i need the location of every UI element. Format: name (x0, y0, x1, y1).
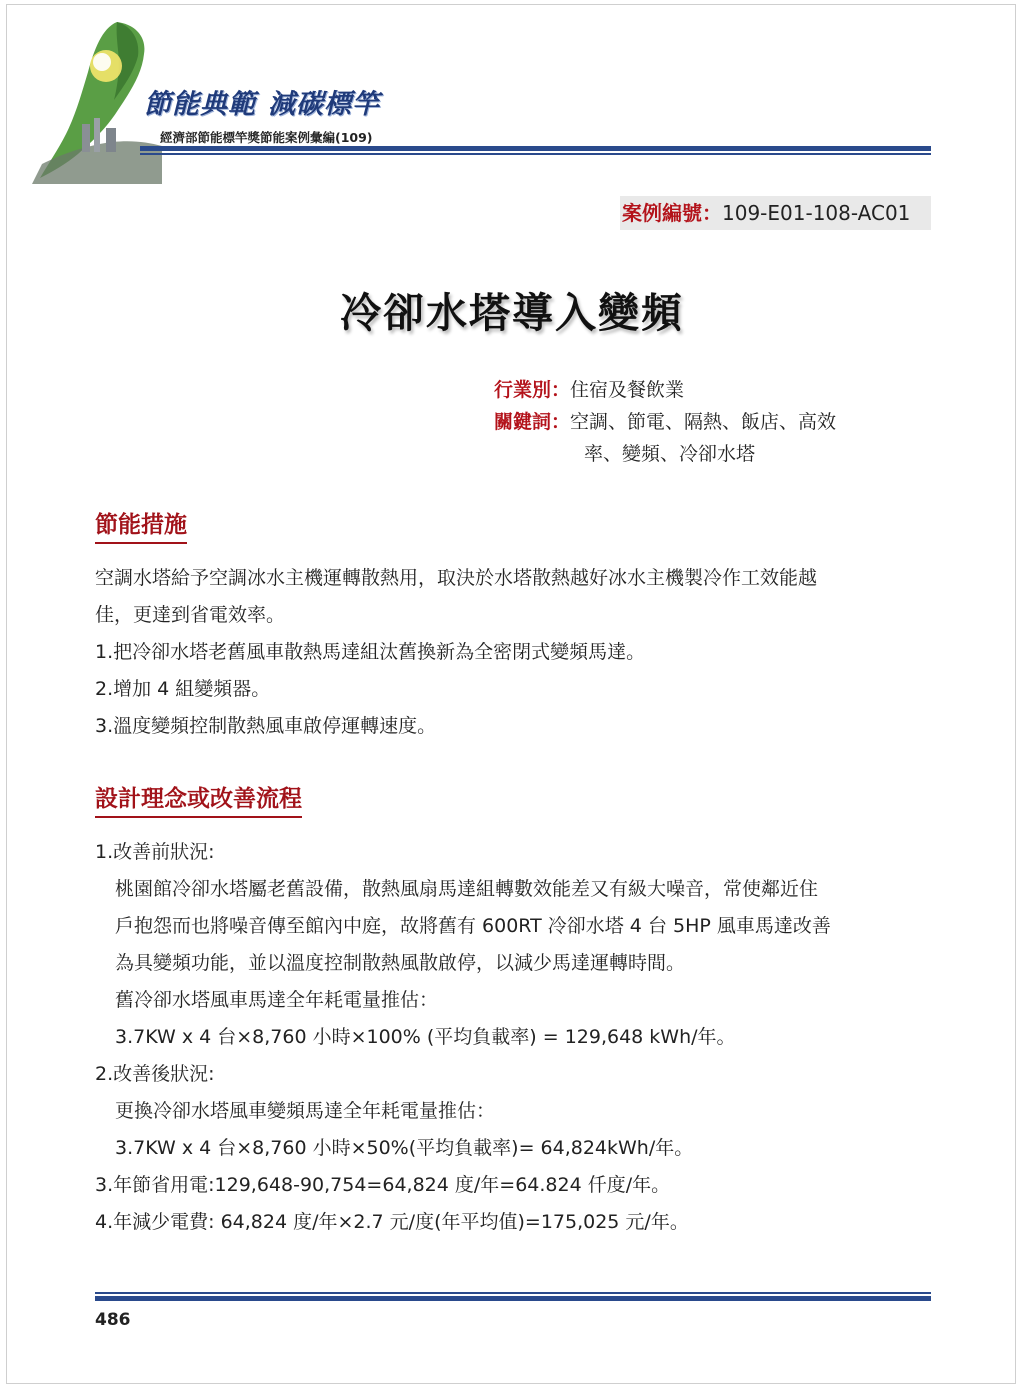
body-line: 3.年節省用電:129,648-90,754=64,824 度/年=64.824 仟度/年。 (95, 1174, 671, 1196)
body-line: 1.把冷卻水塔老舊風車散熱馬達組汰舊換新為全密閉式變頻馬達。 (95, 641, 646, 663)
brand-title-part1: 節能典範 (144, 89, 256, 120)
industry-row (494, 374, 836, 406)
header-rule-thin (140, 153, 931, 155)
case-number-box (620, 196, 931, 230)
body-line: 舊冷卻水塔風車馬達全年耗電量推估： (115, 989, 439, 1011)
page-title: 冷卻水塔導入變頻 (340, 289, 684, 337)
case-meta (494, 374, 836, 470)
body-line: 為具變頻功能，並以溫度控制散熱風散啟停，以減少馬達運轉時間。 (115, 952, 686, 974)
body-line: 桃園館冷卻水塔屬老舊設備，散熱風扇馬達組轉數效能差又有級大噪音，常使鄰近住 (115, 878, 819, 900)
keywords-label: 關鍵詞： (494, 411, 571, 433)
body-line: 4.年減少電費: 64,824 度/年×2.7 元/度(年平均值)=175,025 元/年。 (95, 1211, 689, 1233)
industry-label: 行業別： (494, 379, 571, 401)
section-heading-measures: 節能措施 (95, 506, 187, 544)
body-line: 佳，更達到省電效率。 (95, 604, 286, 626)
section-body-design (95, 834, 945, 1241)
body-line: 3.7KW x 4 台×8,760 小時×50%(平均負載率)= 64,824kWh/年。 (115, 1137, 694, 1159)
keywords-line-1: 空調、節電、隔熱、飯店、高效 (570, 411, 837, 433)
footer-rule-thin (95, 1292, 931, 1294)
brand-title (144, 82, 380, 121)
header-rule-thick (140, 146, 931, 151)
body-line: 戶抱怨而也將噪音傳至館內中庭，故將舊有 600RT 冷卻水塔 4 台 5HP 風車馬達改善 (115, 915, 831, 937)
section-body-measures (95, 560, 945, 745)
body-line: 2.改善後狀況: (95, 1063, 215, 1085)
body-line: 2.增加 4 組變頻器。 (95, 678, 271, 700)
case-number-value: 109-E01-108-AC01 (722, 201, 911, 225)
keywords-line-2: 率、變頻、冷卻水塔 (584, 443, 756, 465)
keywords-row (494, 406, 836, 438)
industry-value: 住宿及餐飲業 (570, 379, 685, 401)
body-line: 3.溫度變頻控制散熱風車啟停運轉速度。 (95, 715, 437, 737)
section-heading-design: 設計理念或改善流程 (95, 780, 302, 818)
page-number: 486 (95, 1310, 131, 1330)
body-line: 更換冷卻水塔風車變頻馬達全年耗電量推估： (115, 1100, 496, 1122)
brand-title-part2: 減碳標竿 (268, 89, 380, 120)
body-line: 1.改善前狀況: (95, 841, 215, 863)
body-line: 空調水塔給予空調冰水主機運轉散熱用，取決於水塔散熱越好冰水主機製冷作工效能越 (95, 567, 818, 589)
body-line: 3.7KW x 4 台×8,760 小時×100% (平均負載率) = 129,648 kWh/年。 (115, 1026, 736, 1048)
case-number-label: 案例編號： (622, 201, 722, 225)
brand-subtitle: 經濟部節能標竿獎節能案例彙編(109) (160, 130, 373, 145)
footer-rule-thick (95, 1296, 931, 1301)
